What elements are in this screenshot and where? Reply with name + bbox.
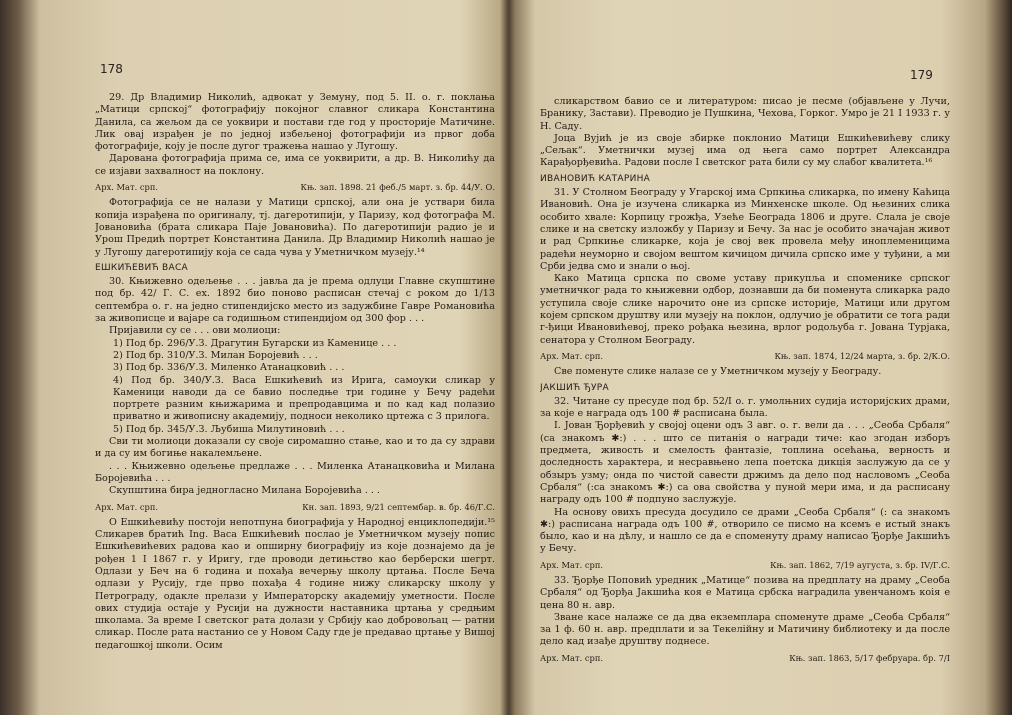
source-archive: Арх. Мат. срп. — [540, 559, 603, 570]
paragraph: Како Матица српска по своме уставу прикупља и споменике српског уметничког рада то књижевни одбор, дознавши да би поменута сликарка радо уступила своје слике нарочито оне из српске историје, Матици или другом којем српском друштву или музеју на поклон, одлучио је обратити се тога ради г-ђици Ивановићевој, преко рођака њезина, врлог родољуба г. Јована Турјака, сенатора у Столном Београду. — [540, 273, 950, 346]
archive-source — [95, 501, 495, 513]
page-number: 179 — [910, 68, 933, 82]
section-heading: ЕШКИЋЕВИЋ ВАСА — [95, 262, 189, 273]
list-item: 5) Под бр. 345/У.З. Љубиша Милутиновић . . . — [113, 423, 345, 435]
paragraph: Јоца Вујић је из своје збирке поклонио Матици Ешкићевићеву слику „Сељак“. Уметнички музеј има од њега само портрет Александра Карађорђевића. Радови после I светског рата били су му слабог квалитета.¹⁶ — [540, 132, 950, 169]
paragraph: 31. У Столном Београду у Угарској има Српкиња сликарка, по имену Каћица Ивановић. Она је изучена сликарка из Минхенске школе. Од њезиних слика особито хвале: Корпицу грожђа, Узеће Београда 1806 и друге. Слала је своје слике и на светску изложбу у Паризу и Бечу. За нас је особито значајан живот и рад Српкиње сликарке, која је свој век провела међу иноплеменицима радећи неуморно и својом вештом кичицом дичила српско име у туђини, а ми Срби једва смо и знали о њој. — [540, 187, 950, 272]
paragraph: 29. Др Владимир Николић, адвокат у Земуну, под 5. II. о. г. поклања „Матици српској“ фотографију покојног славног сликара Константина Данила, са жељом да се уоквири и постави где год у просторије Матичине. Лик овај израђен је по једној избељеној фотографији из првог доба фотографије, коју је после дугог тражења нашао у Лугошу. — [95, 92, 495, 153]
source-reference: Књ. зап. 1862, 7/19 аугуста, з. бр. IV/Г.С. — [770, 559, 950, 570]
paragraph: I. Јован Ђорђевић у својој оцени одъ 3 авг. о. г. вели да . . . „Сеоба Србаля“ (са знакомъ ✱:) . . . што се питанія о награди тиче: као згодан изборъ предмета, живость и смелость фантазіе, топлина осећања, верность и доследность характера, и несравњено лепа поетска дикція заслужую да се у обзыръ узму; онда по чистой савести држимъ да дело под насловомъ „Сеоба Србаля“ (:са знакомъ ✱:) са ова свойства у пуной мери има, и да расписану награду одъ 100 # подпуно заслужује. — [540, 420, 950, 506]
source-archive: Арх. Мат. срп. — [540, 652, 603, 663]
source-reference: Књ. зап. 1874, 12/24 марта, з. бр. 2/К.О. — [774, 350, 950, 361]
list-item: 1) Под бр. 296/У.З. Драгутин Бугарски из Каменице . . . — [113, 337, 397, 349]
paragraph: сликарством бавио се и литературом: писао је песме (објављене у Лучи, Бранику, Застави). Преводио је Пушкина, Чехова, Горког. Умро је 21 I 1933 г. у Н. Саду. — [540, 96, 950, 132]
paragraph: Фотографија се не налази у Матици српској, али она је уствари била копија израђена по оригиналу, тј. дагеротипији, у Паризу, код фотографа М. Јовановића (брата сликара Паје Јовановића). По дагеротипији радио је и Урош Предић портрет Константина Данила. Др Владимир Николић нашао је у Лугошу дагеротипију која се сада чува у Уметничком музеју.¹⁴ — [95, 197, 495, 258]
paragraph: О Ешкићевићу постоји непотпуна биографија у Народној енциклопедији.¹⁵ Сликарев братић Ing. Васа Ешкићевић послао је Уметничком музеју попис Ешкићевићевих радова као и опширну биографију из које дознајемо да је рођен 1 I 1867 г. у Иригу, где проводи детињство као берберски шегрт. Одлази у Беч на 6 година и похађа вечерњу школу цртања. После Беча одлази у Русију, где прво похађа 4 године нижу сликарску школу у Петрограду, одакле прелази у Императорску академију уметности. После ових студија остаје у Русији на дужности наставника цртања у средњим школама. За време I светског рата долази у Србију као добровољац — ратни сликар. После рата настанио се у Новом Саду где је предавао цртање у Вишој педагошкој школи. Осим — [95, 516, 495, 651]
paragraph: Скупштина бира једногласно Милана Боројевића . . . — [109, 485, 380, 497]
paragraph: Пријавили су се . . . ови молиоци: — [109, 325, 281, 337]
paragraph: 30. Књижевно одељење . . . јавља да је према одлуци Главне скупштине под бр. 42/ Г. С. ех. 1892 био поново расписан стечај с роком до 1/13 септембра о. г. на једно стипендијско место из задужбине Гавре Романовића за живописце и вајаре са годишњом стипендијом од 300 фор . . . — [95, 276, 495, 325]
paragraph: 33. Ђорђе Поповић уредник „Матице“ позива на предплату на драму „Сеоба Србаля“ од Ђорђа Јакшића коя е Матица србска наградила увенчаномъ коія е цена 80 н. авр. — [540, 574, 950, 611]
source-archive: Арх. Мат. срп. — [540, 350, 603, 361]
archive-source — [95, 181, 495, 193]
paragraph: Сви ти молиоци доказали су своје сиромашно стање, као и то да су здрави и да су им богиње накалемљене. — [95, 436, 495, 460]
paragraph: Дарована фотографија прима се, има се уоквирити, а др. В. Николићу да се изјави захвалност на поклону. — [95, 153, 495, 177]
page-text — [95, 92, 495, 652]
page-text — [540, 96, 950, 668]
list-item: 4) Под бр. 340/У.З. Васа Ешкићевић из Ирига, самоуки сликар у Каменици наводи да се бавио последње три године у Бечу радећи портрете разним књижарима и препродавцима и по кад кад полазио приватно и живописну академију, подноси неколико цртежа с 3 прилога. — [113, 374, 495, 423]
source-archive: Арх. Мат. срп. — [95, 182, 158, 193]
list-item: 2) Под бр. 310/У.З. Милан Боројевић . . . — [113, 349, 318, 361]
archive-source — [540, 652, 950, 664]
paragraph: Зване касе налаже се да два екземплара споменуте драме „Сеоба Србаля“ за 1 ф. 60 н. авр. предплати и за Текелійну и Матичину библиотеку и да после дело кад изађе друштву поднесе. — [540, 611, 950, 648]
section-heading: ЈАКШИЋ ЂУРА — [540, 382, 609, 393]
paragraph: 32. Читане су пресуде под бр. 52/I о. г. умолњних судија историјских драми, за које е награда одъ 100 # расписана была. — [540, 395, 950, 420]
list-item: 3) Под бр. 336/У.З. Миленко Атанацковић . . . — [113, 362, 345, 374]
source-reference: Књ. зап. 1898. 21 феб./5 март. з. бр. 44/У. О. — [300, 182, 495, 193]
source-archive: Арх. Мат. срп. — [95, 501, 158, 512]
right-page — [540, 0, 950, 715]
paragraph: Све поменуте слике налазе се у Уметничком музеју у Београду. — [554, 366, 882, 378]
section-heading: ИВАНОВИЋ КАТАРИНА — [540, 173, 651, 184]
left-page — [95, 0, 495, 715]
paragraph: . . . Књижевно одељење предлаже . . . Миленка Атанацковића и Милана Боројевића . . . — [95, 460, 495, 484]
source-reference: Кн. зап. 1893, 9/21 септембар. в. бр. 46/Г.С. — [302, 501, 495, 512]
page-number: 178 — [100, 62, 123, 76]
source-reference: Књ. зап. 1863, 5/17 фебруара. бр. 7/I — [789, 652, 950, 663]
archive-source — [540, 350, 950, 362]
archive-source — [540, 559, 950, 571]
paragraph: На основу овихъ пресуда досудило се драми „Сеоба Србаля“ (: са знакомъ ✱:) расписана награда одъ 100 #, отворило се писмо на ксемъ е истый знакъ было, као и на дѣлу, и нашло се да е споменуту драму написао Ђорђе Јакшићъ у Бечу. — [540, 506, 950, 555]
